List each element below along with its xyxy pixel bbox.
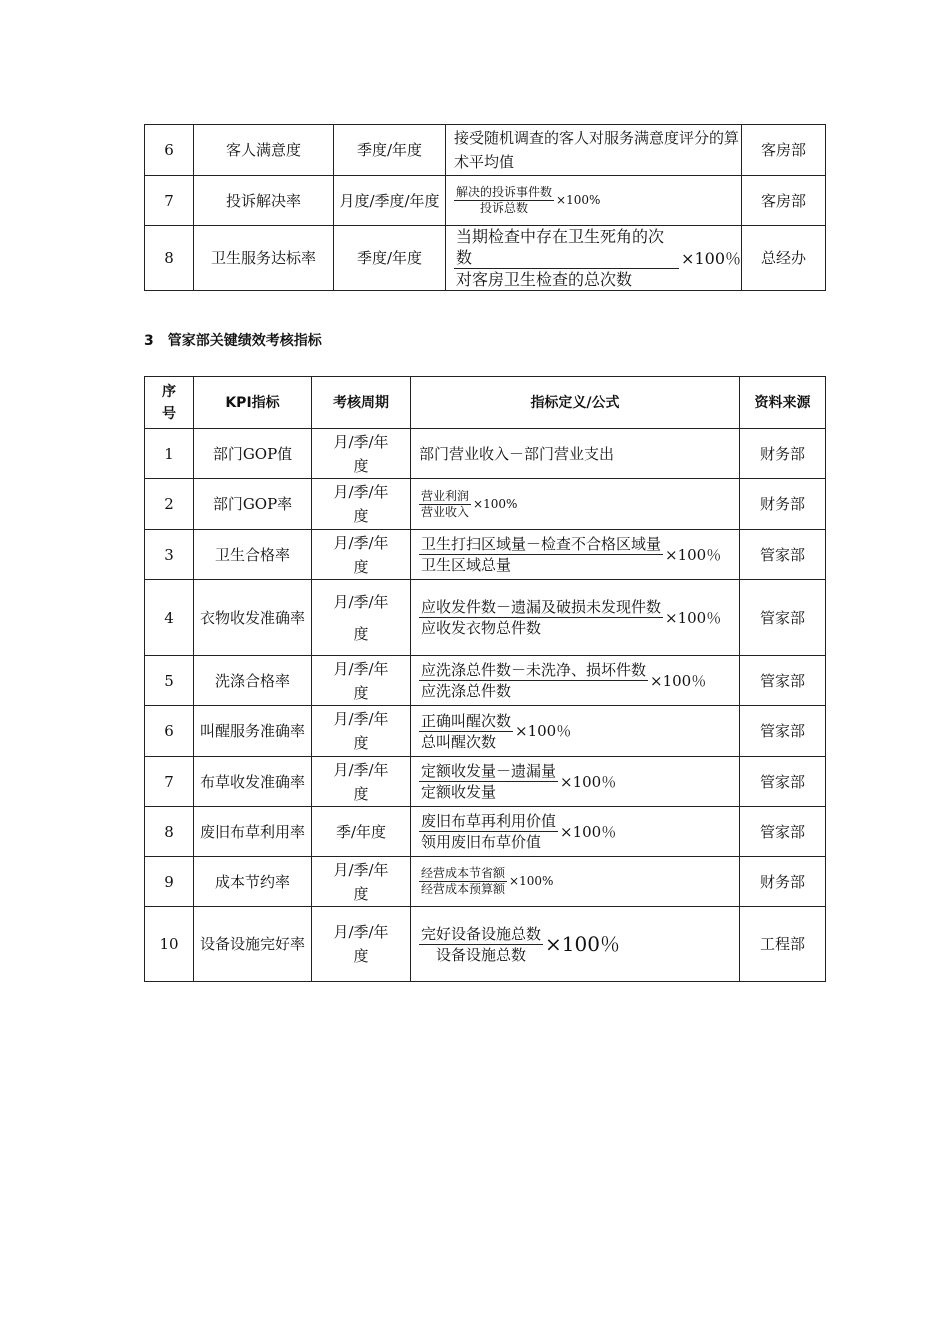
row-number: 6 — [145, 125, 194, 176]
row-number: 1 — [145, 429, 194, 479]
kpi-name: 部门GOP率 — [194, 479, 312, 530]
room-kpi-table — [144, 124, 826, 291]
header-source: 资料来源 — [740, 377, 826, 429]
kpi-name: 部门GOP值 — [194, 429, 312, 479]
numerator: 经营成本节省额 — [421, 866, 506, 880]
period: 季度/年度 — [334, 125, 446, 176]
row-number: 5 — [145, 656, 194, 706]
denominator: 卫生区域总量 — [421, 556, 512, 574]
table-row — [145, 226, 826, 291]
denominator: 营业收入 — [421, 504, 470, 519]
denominator: 定额收发量 — [421, 783, 497, 801]
numerator: 完好设备设施总数 — [421, 924, 542, 943]
row-number: 8 — [145, 807, 194, 857]
period: 月度/季度/年度 — [334, 176, 446, 226]
formula — [411, 857, 740, 907]
kpi-name: 投诉解决率 — [194, 176, 334, 226]
formula — [411, 530, 740, 580]
source: 管家部 — [740, 530, 826, 580]
kpi-name: 洗涤合格率 — [194, 656, 312, 706]
multiplier: ×100％ — [515, 722, 572, 740]
multiplier: ×100％ — [560, 772, 617, 791]
period: 月/季/年度 — [312, 857, 411, 907]
table-row — [145, 429, 826, 479]
table-row — [145, 176, 826, 226]
period: 月/季/年度 — [312, 907, 411, 982]
period: 月/季/年度 — [312, 757, 411, 807]
numerator: 废旧布草再利用价值 — [421, 812, 557, 830]
period: 月/季/年度 — [312, 580, 411, 656]
period: 月/季/年度 — [312, 530, 411, 580]
formula — [446, 226, 742, 291]
definition: 部门营业收入－部门营业支出 — [411, 429, 740, 479]
multiplier: ×100% — [473, 496, 518, 511]
multiplier: ×100％ — [545, 932, 620, 956]
formula — [411, 907, 740, 982]
numerator: 定额收发量－遗漏量 — [421, 762, 557, 780]
numerator: 当期检查中存在卫生死角的次数 — [454, 226, 679, 269]
row-number: 3 — [145, 530, 194, 580]
multiplier: ×100％ — [560, 822, 617, 841]
row-number: 4 — [145, 580, 194, 656]
denominator: 经营成本预算额 — [421, 882, 506, 896]
table-row — [145, 706, 826, 757]
period: 月/季/年度 — [312, 479, 411, 530]
row-number: 6 — [145, 706, 194, 757]
denominator: 应洗涤总件数 — [421, 682, 512, 700]
period: 月/季/年度 — [312, 706, 411, 757]
source: 客房部 — [742, 176, 826, 226]
numerator: 正确叫醒次数 — [421, 711, 512, 730]
multiplier: ×100% — [556, 193, 601, 207]
source: 财务部 — [740, 429, 826, 479]
denominator: 应收发衣物总件数 — [421, 619, 542, 637]
source: 工程部 — [740, 907, 826, 982]
housekeeping-kpi-table — [144, 376, 826, 982]
denominator: 对客房卫生检查的总次数 — [456, 270, 633, 289]
formula — [411, 580, 740, 656]
table-row — [145, 580, 826, 656]
kpi-name: 设备设施完好率 — [194, 907, 312, 982]
formula — [411, 656, 740, 706]
formula — [411, 757, 740, 807]
table-row — [145, 857, 826, 907]
period: 月/季/年度 — [312, 429, 411, 479]
formula — [411, 479, 740, 530]
table-row — [145, 530, 826, 580]
table-row — [145, 479, 826, 530]
multiplier: ×100% — [509, 874, 554, 888]
period: 季/年度 — [312, 807, 411, 857]
period: 季度/年度 — [334, 226, 446, 291]
numerator: 卫生打扫区域量－检查不合格区域量 — [421, 535, 662, 553]
header-kpi: KPI指标 — [194, 377, 312, 429]
kpi-name: 成本节约率 — [194, 857, 312, 907]
kpi-name: 叫醒服务准确率 — [194, 706, 312, 757]
kpi-name: 卫生合格率 — [194, 530, 312, 580]
table-row — [145, 807, 826, 857]
source: 客房部 — [742, 125, 826, 176]
source: 管家部 — [740, 706, 826, 757]
source: 财务部 — [740, 857, 826, 907]
row-number: 10 — [145, 907, 194, 982]
kpi-name: 衣物收发准确率 — [194, 580, 312, 656]
row-number: 2 — [145, 479, 194, 530]
definition: 接受随机调查的客人对服务满意度评分的算术平均值 — [446, 125, 742, 176]
multiplier: ×100％ — [665, 545, 722, 564]
kpi-name: 卫生服务达标率 — [194, 226, 334, 291]
kpi-name: 布草收发准确率 — [194, 757, 312, 807]
denominator: 投诉总数 — [480, 201, 529, 215]
source: 管家部 — [740, 580, 826, 656]
source: 管家部 — [740, 807, 826, 857]
source: 财务部 — [740, 479, 826, 530]
row-number: 7 — [145, 176, 194, 226]
source: 管家部 — [740, 757, 826, 807]
formula — [411, 706, 740, 757]
section-heading: 3 管家部关键绩效考核指标 — [144, 333, 322, 349]
multiplier: ×100％ — [650, 671, 707, 690]
formula — [411, 807, 740, 857]
denominator: 领用废旧布草价值 — [421, 833, 542, 851]
numerator: 应收发件数－遗漏及破损未发现件数 — [421, 598, 662, 616]
multiplier: ×100％ — [665, 608, 722, 627]
table-row — [145, 656, 826, 706]
header-no: 序号 — [145, 377, 194, 429]
header-definition: 指标定义/公式 — [411, 377, 740, 429]
numerator: 营业利润 — [421, 488, 470, 503]
source: 管家部 — [740, 656, 826, 706]
header-period: 考核周期 — [312, 377, 411, 429]
period: 月/季/年度 — [312, 656, 411, 706]
header-row — [145, 377, 826, 429]
row-number: 9 — [145, 857, 194, 907]
numerator: 应洗涤总件数－未洗净、损坏件数 — [421, 661, 647, 679]
table-row — [145, 907, 826, 982]
denominator: 设备设施总数 — [436, 945, 527, 964]
numerator: 解决的投诉事件数 — [456, 185, 553, 199]
source: 总经办 — [742, 226, 826, 291]
row-number: 8 — [145, 226, 194, 291]
kpi-name: 客人满意度 — [194, 125, 334, 176]
multiplier: ×100％ — [681, 248, 741, 268]
kpi-name: 废旧布草利用率 — [194, 807, 312, 857]
formula — [446, 176, 742, 226]
denominator: 总叫醒次数 — [421, 732, 497, 751]
table-row — [145, 757, 826, 807]
row-number: 7 — [145, 757, 194, 807]
table-row — [145, 125, 826, 176]
